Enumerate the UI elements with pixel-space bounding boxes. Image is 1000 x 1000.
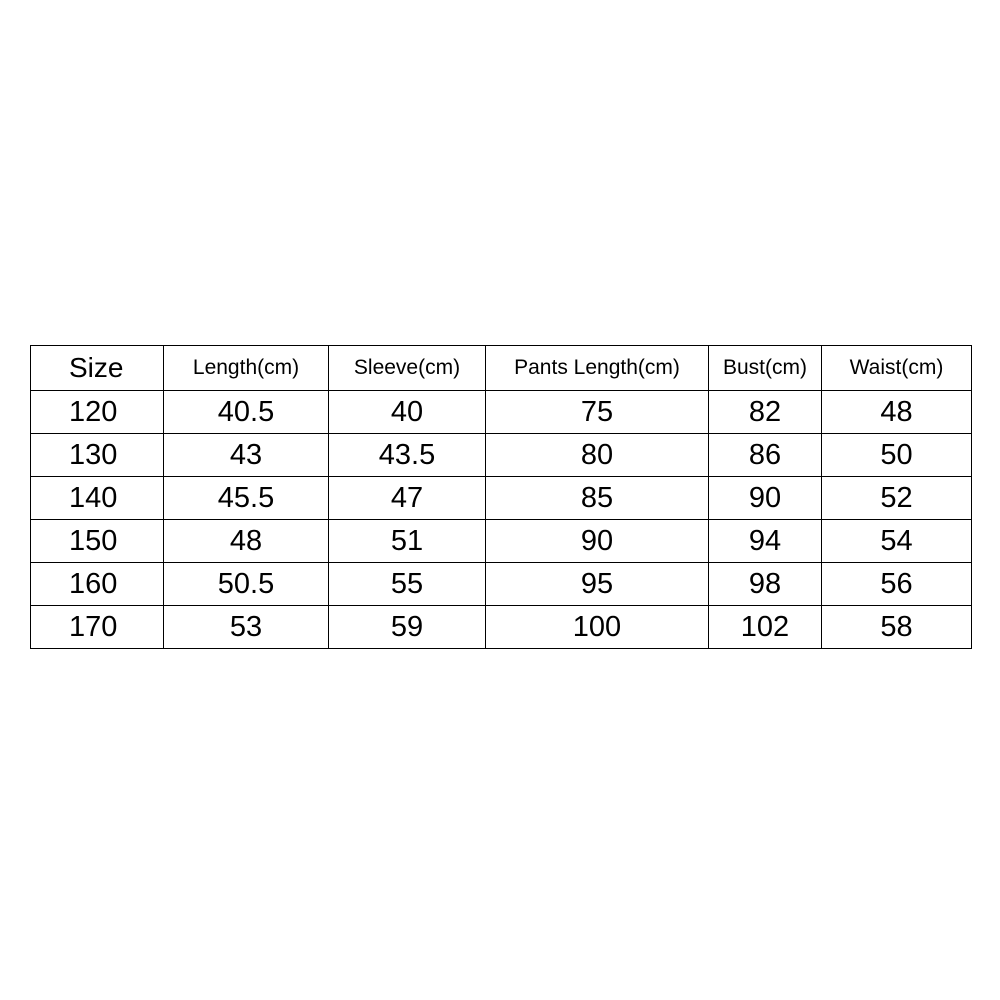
cell-bust: 86 [709, 434, 822, 477]
cell-waist: 56 [822, 563, 972, 606]
cell-bust: 94 [709, 520, 822, 563]
cell-sleeve: 55 [329, 563, 486, 606]
table-row [31, 563, 972, 606]
cell-bust: 90 [709, 477, 822, 520]
cell-size: 160 [31, 563, 164, 606]
cell-sleeve: 59 [329, 606, 486, 649]
header-bust: Bust(cm) [709, 346, 822, 391]
header-pants-length: Pants Length(cm) [486, 346, 709, 391]
cell-length: 48 [164, 520, 329, 563]
cell-size: 120 [31, 391, 164, 434]
table-row [31, 477, 972, 520]
cell-size: 150 [31, 520, 164, 563]
table-row [31, 434, 972, 477]
cell-bust: 98 [709, 563, 822, 606]
header-size: Size [31, 346, 164, 391]
cell-waist: 48 [822, 391, 972, 434]
cell-pants-length: 100 [486, 606, 709, 649]
cell-waist: 52 [822, 477, 972, 520]
cell-pants-length: 75 [486, 391, 709, 434]
cell-length: 53 [164, 606, 329, 649]
table-row [31, 520, 972, 563]
cell-bust: 82 [709, 391, 822, 434]
cell-size: 140 [31, 477, 164, 520]
header-sleeve: Sleeve(cm) [329, 346, 486, 391]
cell-waist: 54 [822, 520, 972, 563]
header-waist: Waist(cm) [822, 346, 972, 391]
cell-length: 43 [164, 434, 329, 477]
cell-pants-length: 85 [486, 477, 709, 520]
cell-waist: 58 [822, 606, 972, 649]
cell-sleeve: 43.5 [329, 434, 486, 477]
cell-bust: 102 [709, 606, 822, 649]
cell-length: 45.5 [164, 477, 329, 520]
table-row [31, 391, 972, 434]
table-row [31, 606, 972, 649]
header-row [31, 346, 972, 391]
cell-length: 50.5 [164, 563, 329, 606]
cell-pants-length: 80 [486, 434, 709, 477]
cell-pants-length: 95 [486, 563, 709, 606]
cell-length: 40.5 [164, 391, 329, 434]
cell-waist: 50 [822, 434, 972, 477]
cell-pants-length: 90 [486, 520, 709, 563]
cell-size: 130 [31, 434, 164, 477]
size-chart-table [30, 345, 972, 649]
cell-sleeve: 40 [329, 391, 486, 434]
cell-sleeve: 51 [329, 520, 486, 563]
cell-size: 170 [31, 606, 164, 649]
cell-sleeve: 47 [329, 477, 486, 520]
header-length: Length(cm) [164, 346, 329, 391]
